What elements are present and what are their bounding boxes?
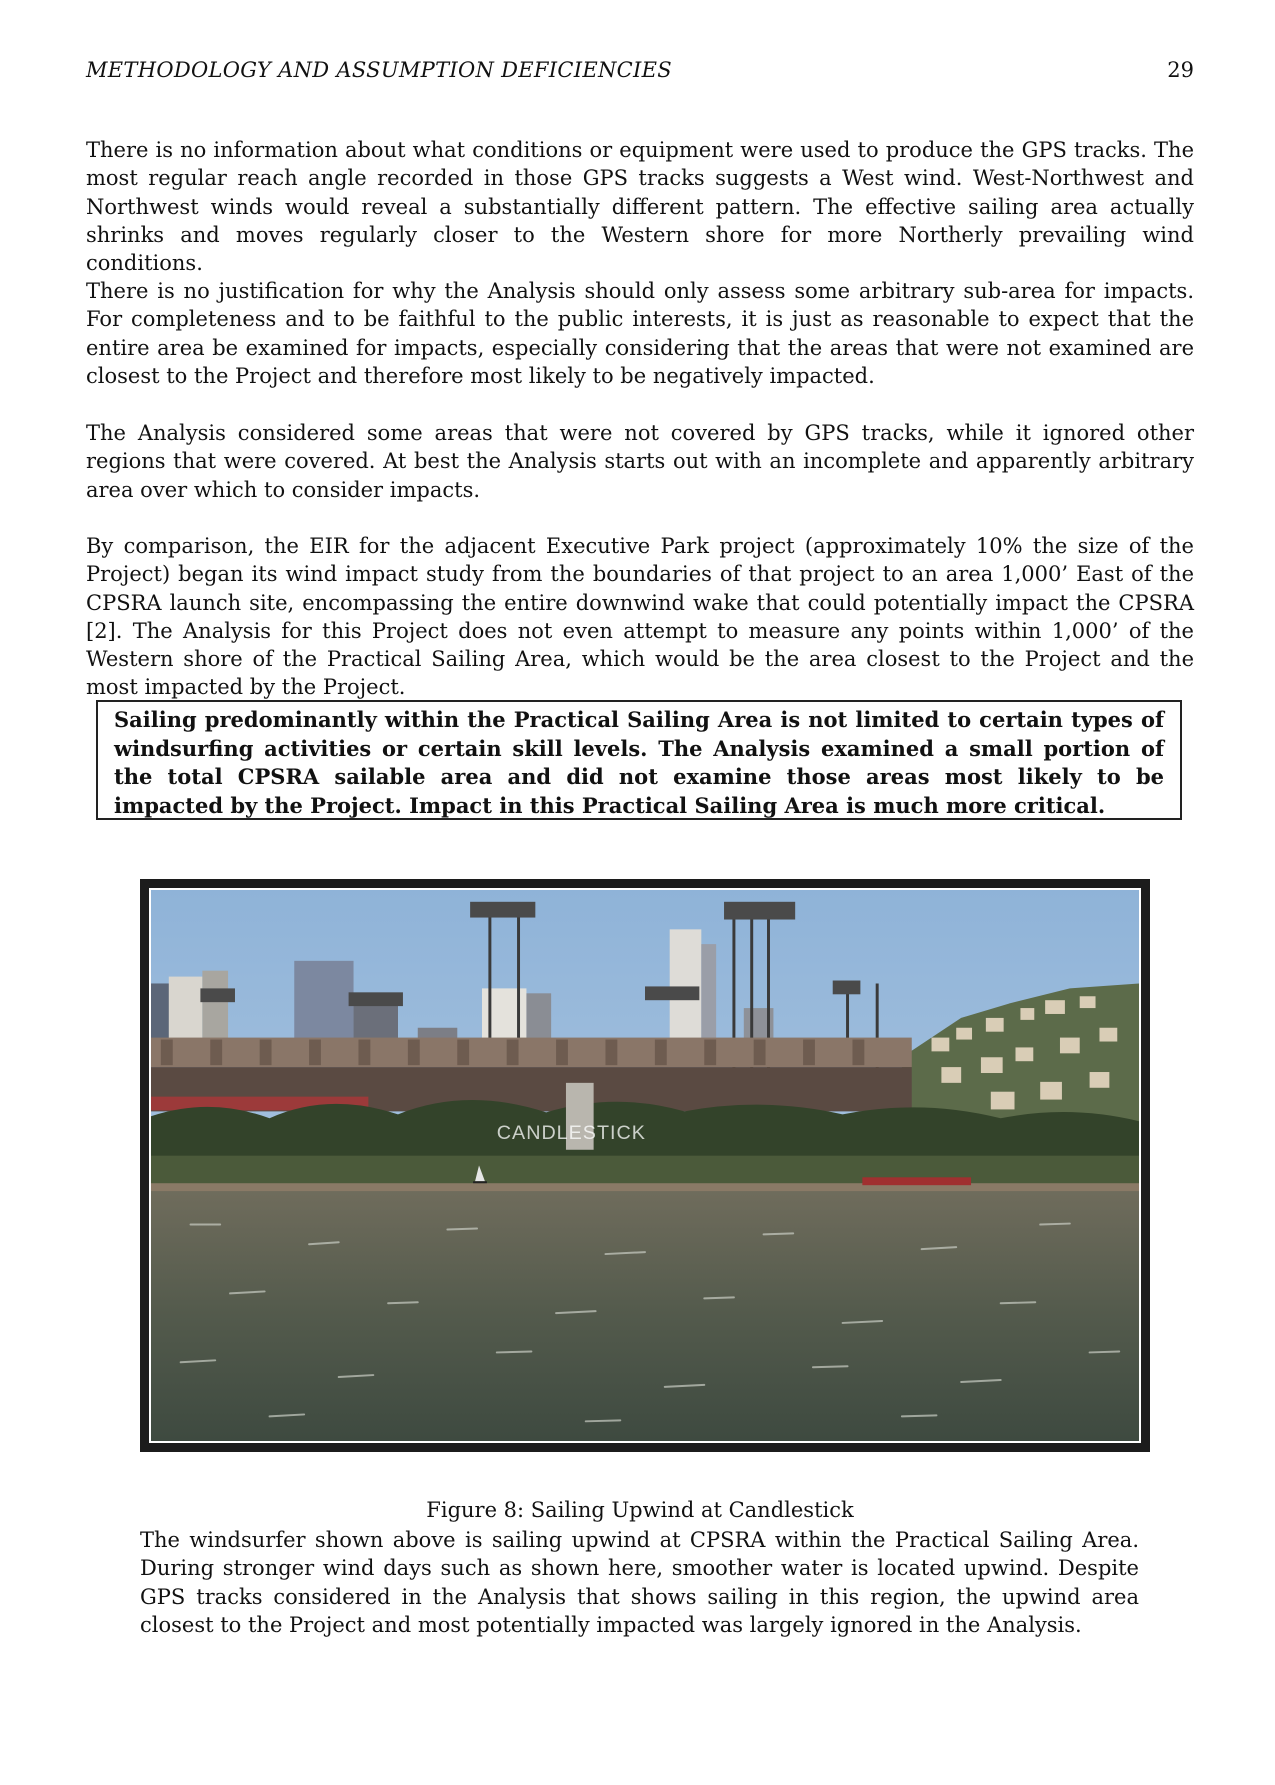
candlestick-sign: CANDLESTICK [496,1121,646,1144]
page-number: 29 [1167,58,1194,82]
candlestick-photo [151,890,1139,1441]
figure-photo [140,879,1150,1452]
figure-caption: Figure 8: Sailing Upwind at Candlestick [426,1498,854,1522]
paragraph-gps-conditions: There is no information about what conditions or equipment were used to produce the GPS tracks. The most regular reach angle recorded in those GPS tracks suggests a West wind. West-Northwest and Northwest winds would reveal a substantially different pattern. The effective sailing area actually shrinks and moves regularly closer to the Western shore for more Northerly prevailing wind conditions. [86,138,1194,276]
chapter-title: METHODOLOGY AND ASSUMPTION DEFICIENCIES [86,58,672,82]
callout-box: Sailing predominantly within the Practical Sailing Area is not limited to certain types of windsurfing activities or certain skill levels. The Analysis examined a small portion of the total CPSRA sailable area and did not examine those areas most likely to be impacted by the Project. Impact in this Practical Sailing Area is much more critical. [96,700,1182,820]
paragraph-comparison: By comparison, the EIR for the adjacent Executive Park project (approximately 10% the size of the Project) began its wind impact study from the boundaries of that project to an area 1,000’ East of the CPSRA launch site, encompassing the entire downwind wake that could potentially impact the CPSRA [2]. The Analysis for this Project does not even attempt to measure any points within 1,000’ of the Western shore of the Practical Sailing Area, which would be the area closest to the Project and the most impacted by the Project. [86,534,1194,700]
figure-note: The windsurfer shown above is sailing upwind at CPSRA within the Practical Sailing Area. During stronger wind days such as shown here, smoother water is located upwind. Despite GPS tracks considered in the Analysis that shows sailing in this region, the upwind area closest to the Project and most potentially impacted was largely ignored in the Analysis. [140,1528,1139,1637]
paragraph-coverage: The Analysis considered some areas that were not covered by GPS tracks, while it ignored other regions that were covered. At best the Analysis starts out with an incomplete and apparently arbitrary area over which to consider impacts. [86,421,1194,502]
running-header [86,58,1194,88]
paragraph-justification: There is no justification for why the Analysis should only assess some arbitrary sub-area for impacts. For completeness and to be faithful to the public interests, it is just as reasonable to expect that the entire area be examined for impacts, especially considering that the areas that were not examined are closest to the Project and therefore most likely to be negatively impacted. [86,279,1194,388]
